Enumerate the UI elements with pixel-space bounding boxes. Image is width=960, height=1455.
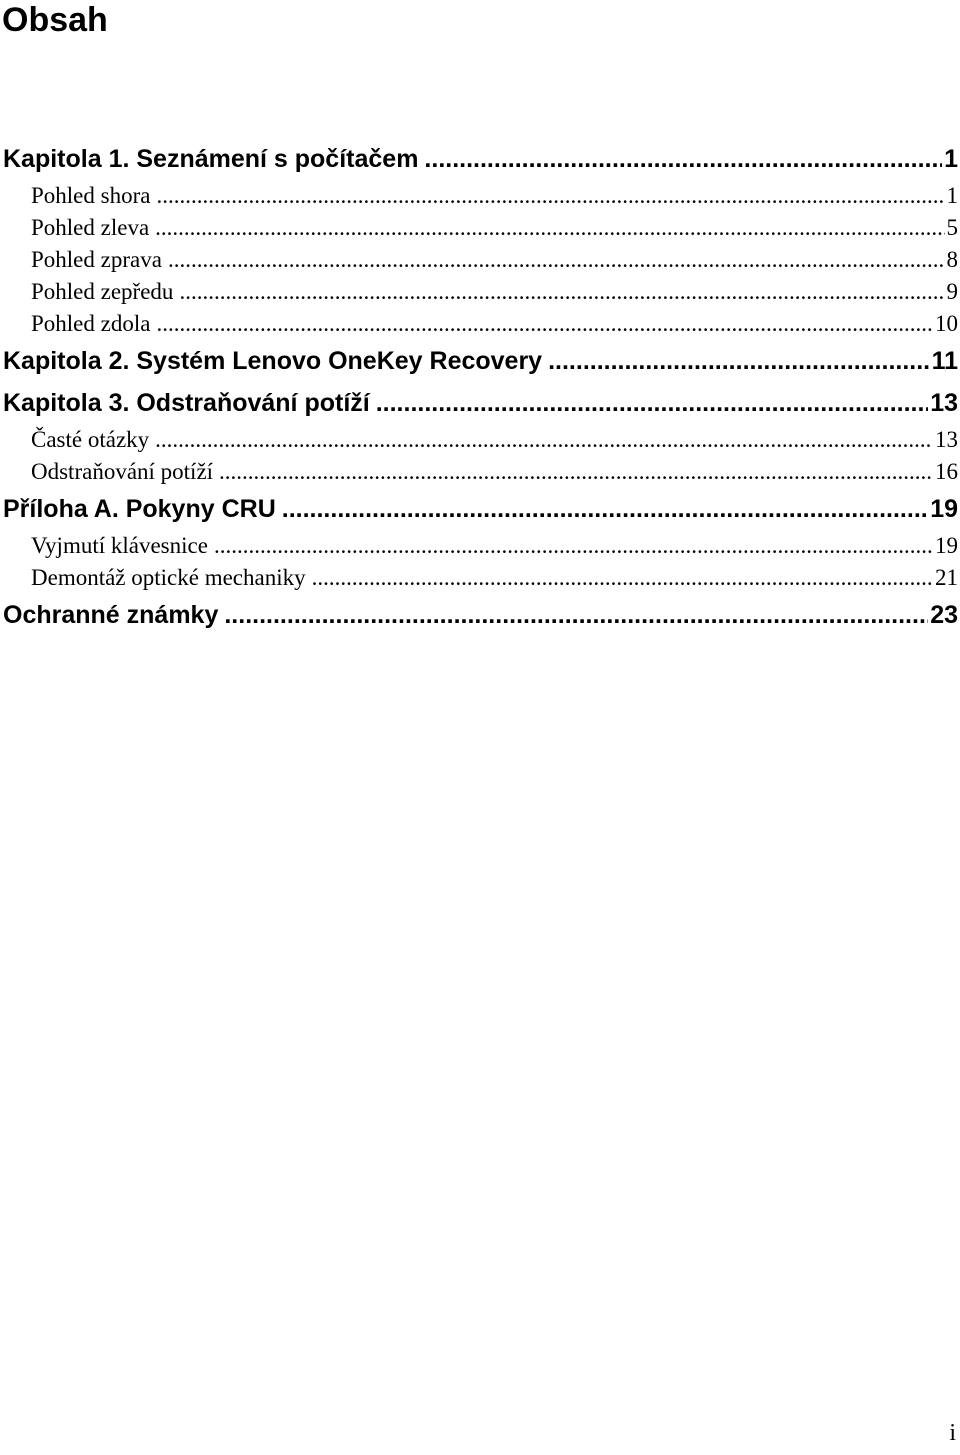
toc-entry-label: Pohled zprava: [31, 247, 162, 272]
toc-entry-page: 8: [946, 247, 958, 272]
toc-entry-label: Příloha A. Pokyny CRU: [3, 495, 276, 523]
toc-section-pohled-zepredu[interactable]: [0, 276, 960, 308]
toc-entry-page: 16: [935, 459, 958, 484]
toc-section-pohled-zleva[interactable]: [0, 212, 960, 244]
toc-entry-label: Pohled zdola: [31, 311, 151, 336]
toc-dot-leader: [155, 212, 944, 244]
toc-entry-page: 1: [944, 145, 958, 173]
toc-dot-leader: [224, 594, 928, 636]
toc-entry-page: 1: [946, 183, 958, 208]
toc-entry-label: Časté otázky: [31, 427, 150, 452]
toc-entry-page: 13: [935, 427, 958, 452]
toc-entry-page: 23: [930, 601, 958, 629]
toc-section-pohled-zprava[interactable]: [0, 244, 960, 276]
page-title: Obsah: [2, 1, 108, 39]
toc-entry-label: Ochranné známky: [3, 601, 219, 629]
toc-dot-leader: [424, 138, 942, 180]
toc-dot-leader: [312, 562, 933, 594]
toc-section-pohled-zdola[interactable]: [0, 308, 960, 340]
toc-dot-leader: [168, 244, 945, 276]
toc-entry-label: Kapitola 1. Seznámení s počítačem: [3, 145, 419, 173]
toc-dot-leader: [156, 180, 944, 212]
toc-entry-label: Pohled zleva: [31, 215, 150, 240]
toc-dot-leader: [548, 340, 929, 382]
toc-section-demontaz-opticke-mechaniky[interactable]: [0, 562, 960, 594]
toc-section-pohled-shora[interactable]: [0, 180, 960, 212]
toc-dot-leader: [219, 456, 933, 488]
toc-entry-label: Kapitola 2. Systém Lenovo OneKey Recovery: [3, 347, 543, 375]
toc-entry-label: Kapitola 3. Odstraňování potíží: [3, 389, 370, 417]
toc-trademarks[interactable]: [0, 594, 960, 636]
toc-entry-label: Vyjmutí klávesnice: [31, 533, 208, 558]
toc-dot-leader: [282, 488, 928, 530]
toc-entry-label: Pohled zepředu: [31, 279, 174, 304]
toc-dot-leader: [214, 530, 933, 562]
toc-entry-label: Odstraňování potíží: [31, 459, 214, 484]
toc-entry-page: 5: [946, 215, 958, 240]
toc-section-vyjmuti-klavesnice[interactable]: [0, 530, 960, 562]
table-of-contents: [0, 138, 960, 636]
toc-chapter-3[interactable]: [0, 382, 960, 424]
toc-entry-page: 9: [946, 279, 958, 304]
toc-entry-page: 19: [935, 533, 958, 558]
toc-entry-label: Demontáž optické mechaniky: [31, 565, 306, 590]
toc-section-caste-otazky[interactable]: [0, 424, 960, 456]
toc-entry-page: 19: [930, 495, 958, 523]
toc-entry-page: 11: [931, 347, 958, 375]
toc-dot-leader: [156, 308, 933, 340]
toc-chapter-2[interactable]: [0, 340, 960, 382]
toc-dot-leader: [179, 276, 944, 308]
toc-chapter-1[interactable]: [0, 138, 960, 180]
toc-entry-label: Pohled shora: [31, 183, 151, 208]
page-number: i: [949, 1420, 956, 1446]
toc-entry-page: 13: [930, 389, 958, 417]
toc-entry-page: 21: [935, 565, 958, 590]
toc-dot-leader: [155, 424, 933, 456]
toc-appendix-a[interactable]: [0, 488, 960, 530]
toc-entry-page: 10: [935, 311, 958, 336]
toc-dot-leader: [376, 382, 928, 424]
toc-section-odstranovani-potizi[interactable]: [0, 456, 960, 488]
